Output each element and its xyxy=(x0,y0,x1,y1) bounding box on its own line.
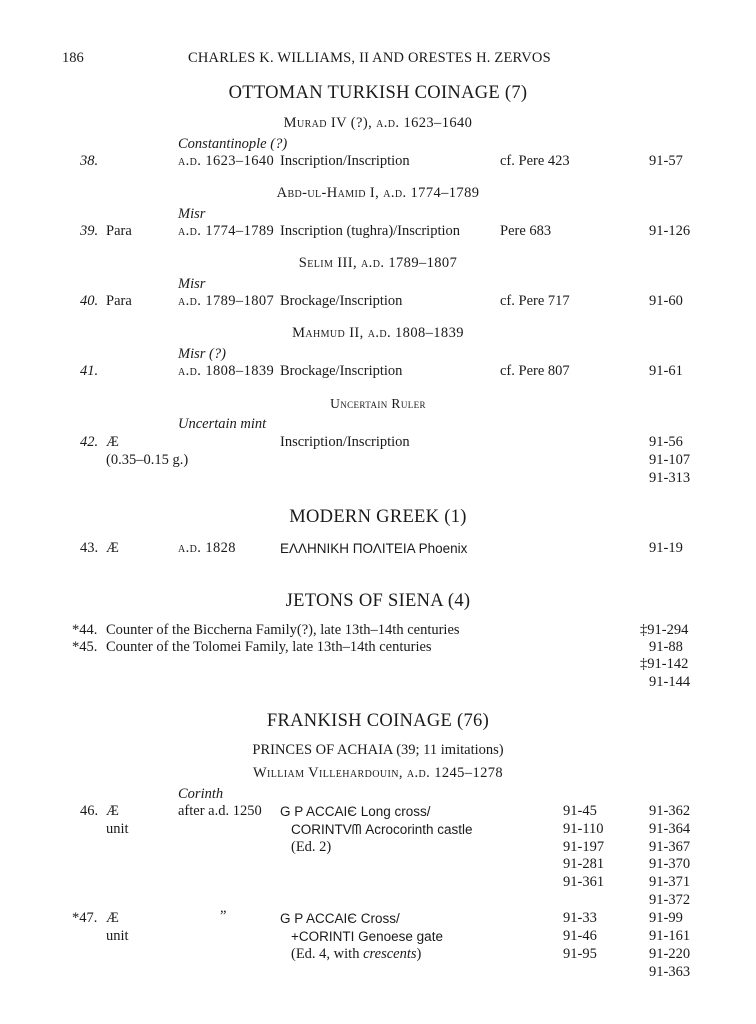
coin-date: a.d. 1789–1807 xyxy=(178,293,275,309)
catalog-number: *44. xyxy=(72,622,98,638)
mint-label: Misr xyxy=(178,206,206,222)
inventory-number: 91-99 xyxy=(649,910,683,926)
section-heading-siena: JETONS OF SIENA (4) xyxy=(285,591,471,611)
inventory-number: 91-57 xyxy=(649,153,683,169)
inventory-number: 91-45 xyxy=(563,803,597,819)
catalog-number: 42. xyxy=(80,434,99,450)
catalog-number: *45. xyxy=(72,639,98,655)
coin-edition xyxy=(291,947,421,962)
denomination: Para xyxy=(106,293,132,309)
reference: cf. Pere 423 xyxy=(500,153,570,169)
mint-label: Misr (?) xyxy=(178,346,226,362)
coin-description: Inscription (tughra)/Inscription xyxy=(280,223,460,239)
section-heading-modern-greek: MODERN GREEK (1) xyxy=(289,507,467,527)
coin-edition-italic: crescents xyxy=(363,946,417,962)
coin-description: Brockage/Inscription xyxy=(280,293,403,309)
inventory-number: ‡91-142 xyxy=(640,656,689,672)
running-title: CHARLES K. WILLIAMS, II AND ORESTES H. ZERVOS xyxy=(188,50,551,66)
inventory-number: 91-19 xyxy=(649,540,683,556)
inventory-number: 91-372 xyxy=(649,892,691,908)
coin-obverse: G P ACCAIЄ Long cross/ xyxy=(280,804,431,819)
coin-weight: (0.35–0.15 g.) xyxy=(106,452,189,468)
ruler-heading: Abd-ul-Hamid I, a.d. 1774–1789 xyxy=(276,185,480,201)
ditto-mark: ” xyxy=(220,908,227,924)
reference: Pere 683 xyxy=(500,223,552,239)
denomination: Æ xyxy=(106,540,119,556)
coin-description: ΕΛΛΗΝΙΚΗ ΠΟΛΙΤΕΙΑ Phoenix xyxy=(280,541,468,556)
coin-description: Counter of the Biccherna Family(?), late 13th–14th centuries xyxy=(106,622,460,638)
denomination-unit: unit xyxy=(106,928,129,944)
inventory-number: 91-363 xyxy=(649,964,691,980)
catalog-number: 38. xyxy=(80,153,99,169)
coin-description: Brockage/Inscription xyxy=(280,363,403,379)
inventory-number: 91-362 xyxy=(649,803,691,819)
coin-description: Inscription/Inscription xyxy=(280,153,410,169)
inventory-number: 91-46 xyxy=(563,928,597,944)
catalog-number: 43. xyxy=(80,540,99,556)
inventory-number: 91-95 xyxy=(563,946,597,962)
inventory-number: 91-367 xyxy=(649,839,691,855)
inventory-number: 91-161 xyxy=(649,928,691,944)
inventory-number: 91-220 xyxy=(649,946,691,962)
coin-reverse: +CORINTI Genoese gate xyxy=(291,929,443,944)
mint-label: Uncertain mint xyxy=(178,416,267,432)
inventory-number: 91-60 xyxy=(649,293,683,309)
catalog-number: 46. xyxy=(80,803,99,819)
coin-description: Counter of the Tolomei Family, late 13th–14th centuries xyxy=(106,639,432,655)
denomination-unit: unit xyxy=(106,821,129,837)
inventory-number: 91-281 xyxy=(563,856,605,872)
coin-edition: (Ed. 2) xyxy=(291,839,332,855)
inventory-number: 91-371 xyxy=(649,874,691,890)
catalog-number: *47. xyxy=(72,910,98,926)
inventory-number: 91-313 xyxy=(649,470,691,486)
coin-date: a.d. 1774–1789 xyxy=(178,223,275,239)
coin-date: a.d. 1623–1640 xyxy=(178,153,275,169)
coin-date: after a.d. 1250 xyxy=(178,803,262,819)
inventory-number: 91-56 xyxy=(649,434,683,450)
section-heading-frankish: FRANKISH COINAGE (76) xyxy=(266,711,490,731)
inventory-number: 91-88 xyxy=(649,639,683,655)
inventory-number: 91-364 xyxy=(649,821,691,837)
inventory-number: 91-370 xyxy=(649,856,691,872)
catalog-number: 40. xyxy=(80,293,99,309)
inventory-number: 91-126 xyxy=(649,223,691,239)
denomination: Æ xyxy=(106,803,119,819)
mint-label: Misr xyxy=(178,276,206,292)
denomination: Æ xyxy=(106,434,119,450)
denomination: Æ xyxy=(106,910,119,926)
ruler-heading: William Villehardouin, a.d. 1245–1278 xyxy=(252,765,504,781)
ruler-heading: Uncertain Ruler xyxy=(330,396,426,411)
inventory-number: 91-361 xyxy=(563,874,605,890)
coin-date: a.d. 1808–1839 xyxy=(178,363,275,379)
inventory-number: ‡91-294 xyxy=(640,622,689,638)
inventory-number: 91-197 xyxy=(563,839,605,855)
page-number: 186 xyxy=(62,50,84,66)
catalog-number: 39. xyxy=(80,223,99,239)
mint-label: Corinth xyxy=(178,786,224,802)
inventory-number: 91-107 xyxy=(649,452,691,468)
inventory-number: 91-144 xyxy=(649,674,691,690)
section-heading-ottoman: OTTOMAN TURKISH COINAGE (7) xyxy=(228,83,528,103)
ruler-heading: Selim III, a.d. 1789–1807 xyxy=(298,255,458,271)
mint-label: Constantinople (?) xyxy=(178,136,288,152)
inventory-number: 91-110 xyxy=(563,821,604,837)
ruler-heading: Mahmud II, a.d. 1808–1839 xyxy=(292,325,464,341)
subheading-achaia: PRINCES OF ACHAIA (39; 11 imitations) xyxy=(252,742,504,758)
coin-edition-text: (Ed. 4, with xyxy=(291,946,364,962)
coin-edition-close: ) xyxy=(416,946,422,962)
ruler-heading: Murad IV (?), a.d. 1623–1640 xyxy=(283,115,473,131)
catalog-number: 41. xyxy=(80,363,99,379)
coin-reverse: CORINTVᗰ Acrocorinth castle xyxy=(291,822,473,837)
coin-description: Inscription/Inscription xyxy=(280,434,410,450)
coin-date: a.d. 1828 xyxy=(178,540,236,556)
reference: cf. Pere 807 xyxy=(500,363,570,379)
inventory-number: 91-33 xyxy=(563,910,597,926)
reference: cf. Pere 717 xyxy=(500,293,570,309)
denomination: Para xyxy=(106,223,132,239)
coin-obverse: G P ACCAIЄ Cross/ xyxy=(280,911,400,926)
inventory-number: 91-61 xyxy=(649,363,683,379)
